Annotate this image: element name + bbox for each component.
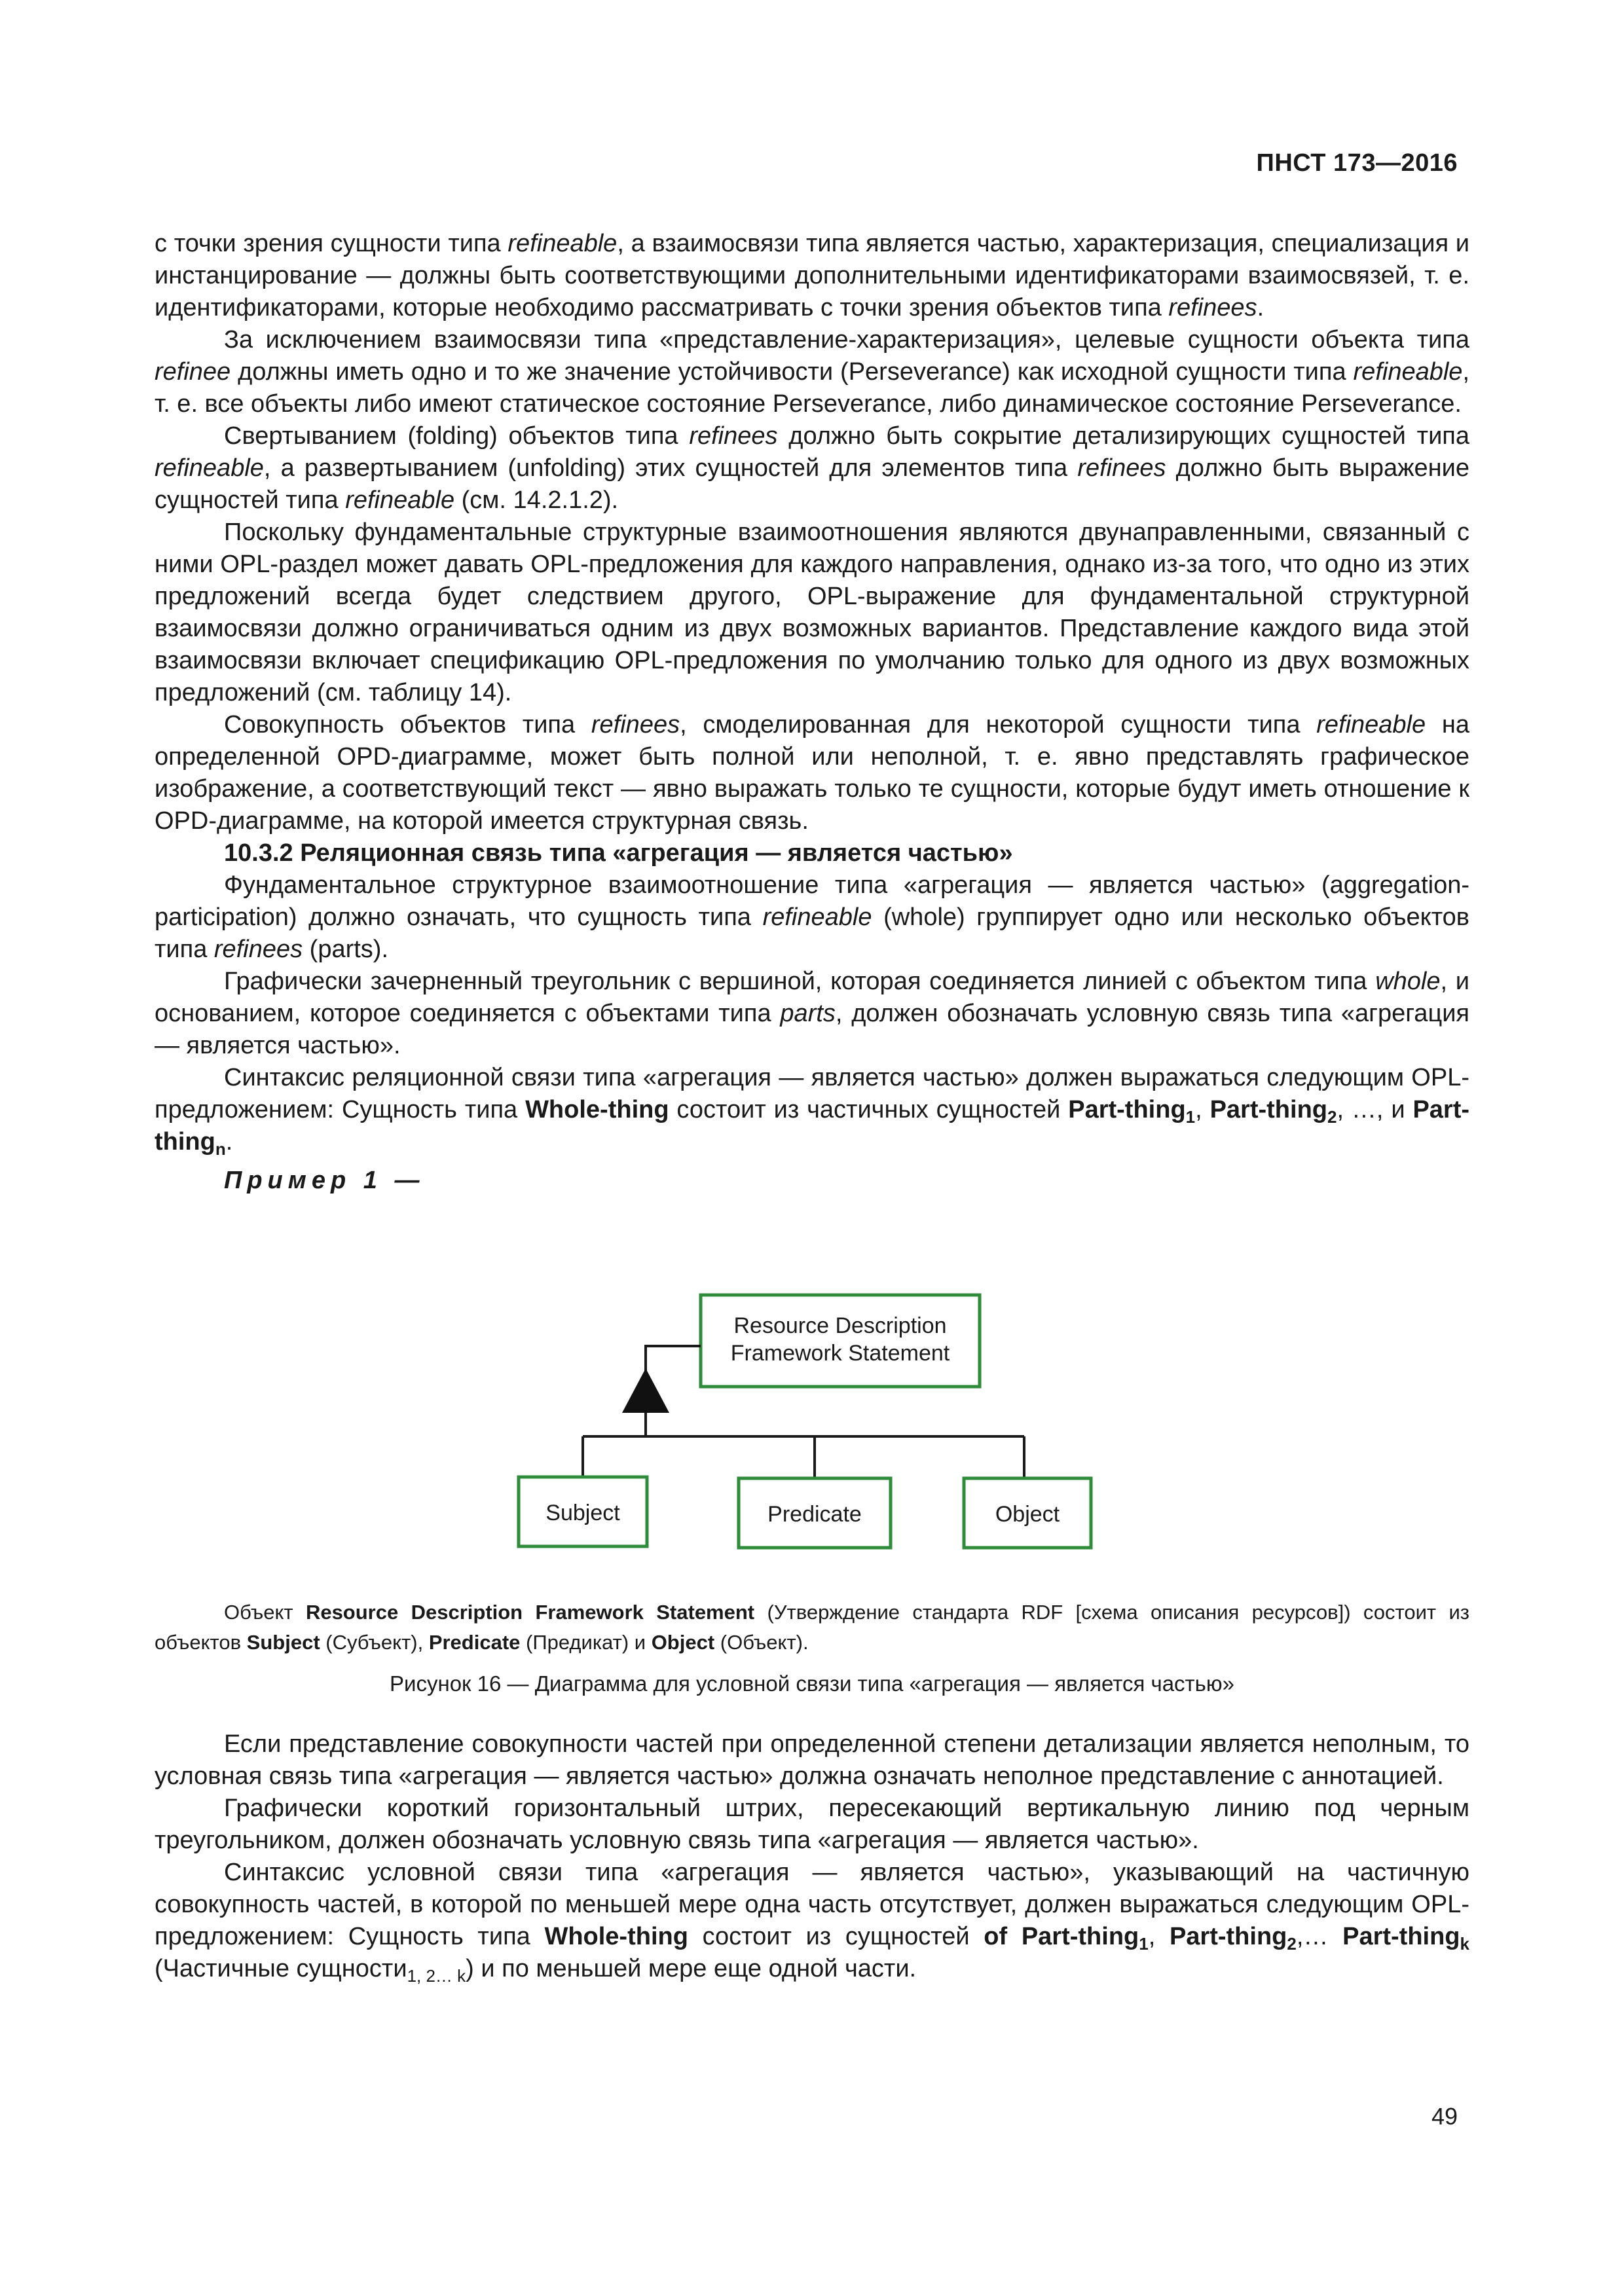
connector-line bbox=[646, 1346, 701, 1371]
whole-object-label-line2: Framework Statement bbox=[730, 1341, 950, 1366]
part-object-box-subject bbox=[519, 1477, 647, 1546]
part-label: Predicate bbox=[767, 1502, 862, 1527]
aggregation-triangle-icon bbox=[622, 1368, 669, 1413]
page-number: 49 bbox=[1431, 2103, 1458, 2130]
part-label: Object bbox=[995, 1502, 1060, 1527]
whole-object-box bbox=[701, 1295, 980, 1387]
body-text-upper bbox=[155, 228, 1469, 1197]
paragraph: Синтаксис реляционной связи типа «агрегация — является частью» должен выражаться следующим OPL-предложением: Сущность типа Whole-thing состоит из частичных сущностей Part-thing$_1$, Part-thing$_2$, …, и Part-thing$_n$. bbox=[155, 1064, 1470, 1159]
paragraph: Синтаксис условной связи типа «агрегация — является частью», указывающий на частичную совокупность частей, в которой по меньшей мере одна часть отсутствует, должен выражаться следующим OPL-предложением: Сущность типа Whole-thing состоит из сущностей of Part-thing$_1$, Part-thing$_2$,… Part-thing$_k$ (Частичные сущности$_{1, 2\dots k}$) и по меньшей мере еще одной части. bbox=[155, 1859, 1469, 1986]
figure-caption: Рисунок 16 — Диаграмма для условной связи типа «агрегация — является частью» bbox=[390, 1671, 1234, 1696]
part-label: Subject bbox=[545, 1501, 620, 1525]
whole-object-label-line1: Resource Description bbox=[733, 1313, 947, 1338]
paragraph: Совокупность объектов типа refinees, смоделированная для некоторой сущности типа refineable на определенной OPD-диаграмме, может быть полной или неполной, т. е. явно представлять графическое изображение, а соответствующий текст — явно выражать только те сущности, которые будут иметь отношение к OPD-диаграмме, на которой имеется структурная связь. bbox=[155, 711, 1469, 835]
paragraph: Графически короткий горизонтальный штрих, пересекающий вертикальную линию под черным треугольником, должен обозначать условную связь типа «агрегация — является частью». bbox=[155, 1795, 1469, 1854]
section-heading: 10.3.2 Реляционная связь типа «агрегация — является частью» bbox=[224, 839, 1013, 867]
example-label: Пример 1 — bbox=[224, 1167, 425, 1194]
paragraph: Графически зачерненный треугольник с вершиной, которая соединяется линией с объектом типа whole, и основанием, которое соединяется с объектами типа parts, должен обозначать условную связь типа «агрегация — является частью». bbox=[155, 968, 1470, 1059]
aggregation-diagram bbox=[511, 1283, 1113, 1571]
paragraph: Если представление совокупности частей при определенной степени детализации является неполным, то условная связь типа «агрегация — является частью» должна означать неполное представление с аннотацией. bbox=[155, 1730, 1469, 1790]
document-id: ПНСТ 173—2016 bbox=[1256, 149, 1458, 177]
figure-note: Объект Resource Description Framework Statement (Утверждение стандарта RDF [схема описания ресурсов]) состоит из объектов Subject (Субъект), Predicate (Предикат) и Object (Объект). bbox=[155, 1601, 1469, 1654]
paragraph: Фундаментальное структурное взаимоотношение типа «агрегация — является частью» (aggregation-participation) должно означать, что сущность типа refineable (whole) группирует одно или несколько объектов типа refinees (parts). bbox=[155, 871, 1469, 963]
paragraph: За исключением взаимосвязи типа «представление-характеризация», целевые сущности объекта типа refinee должны иметь одно и то же значение устойчивости (Perseverance) как исходной сущности типа refineable, т. е. все объекты либо имеют статическое состояние Perseverance, либо динамическое состояние Perseverance. bbox=[155, 326, 1469, 418]
part-object-box-predicate bbox=[739, 1478, 891, 1548]
part-object-box-object bbox=[964, 1478, 1091, 1548]
paragraph: Поскольку фундаментальные структурные взаимоотношения являются двунаправленными, связанный с ними OPL-раздел может давать OPL-предложения для каждого направления, однако из-за того, что одно из этих предложений всегда будет следствием другого, OPL-выражение для фундаментальной структурной взаимосвязи должно ограничиваться одним из двух возможных вариантов. Представление каждого вида этой взаимосвязи включает спецификацию OPL-предложения по умолчанию только для одного из двух возможных предложений (см. таблицу 14). bbox=[155, 519, 1469, 706]
body-text-lower bbox=[155, 1728, 1469, 1985]
paragraph: с точки зрения сущности типа refineable, а взаимосвязи типа является частью, характеризация, специализация и инстанцирование — должны быть соответствующими дополнительными идентификаторами взаимосвязей, т. е. идентификаторами, которые необходимо рассматривать с точки зрения объектов типа refinees. bbox=[155, 230, 1469, 321]
paragraph: Свертыванием (folding) объектов типа refinees должно быть сокрытие детализирующих сущностей типа refineable, а развертыванием (unfolding) этих сущностей для элементов типа refinees должно быть выражение сущностей типа refineable (см. 14.2.1.2). bbox=[155, 422, 1470, 514]
